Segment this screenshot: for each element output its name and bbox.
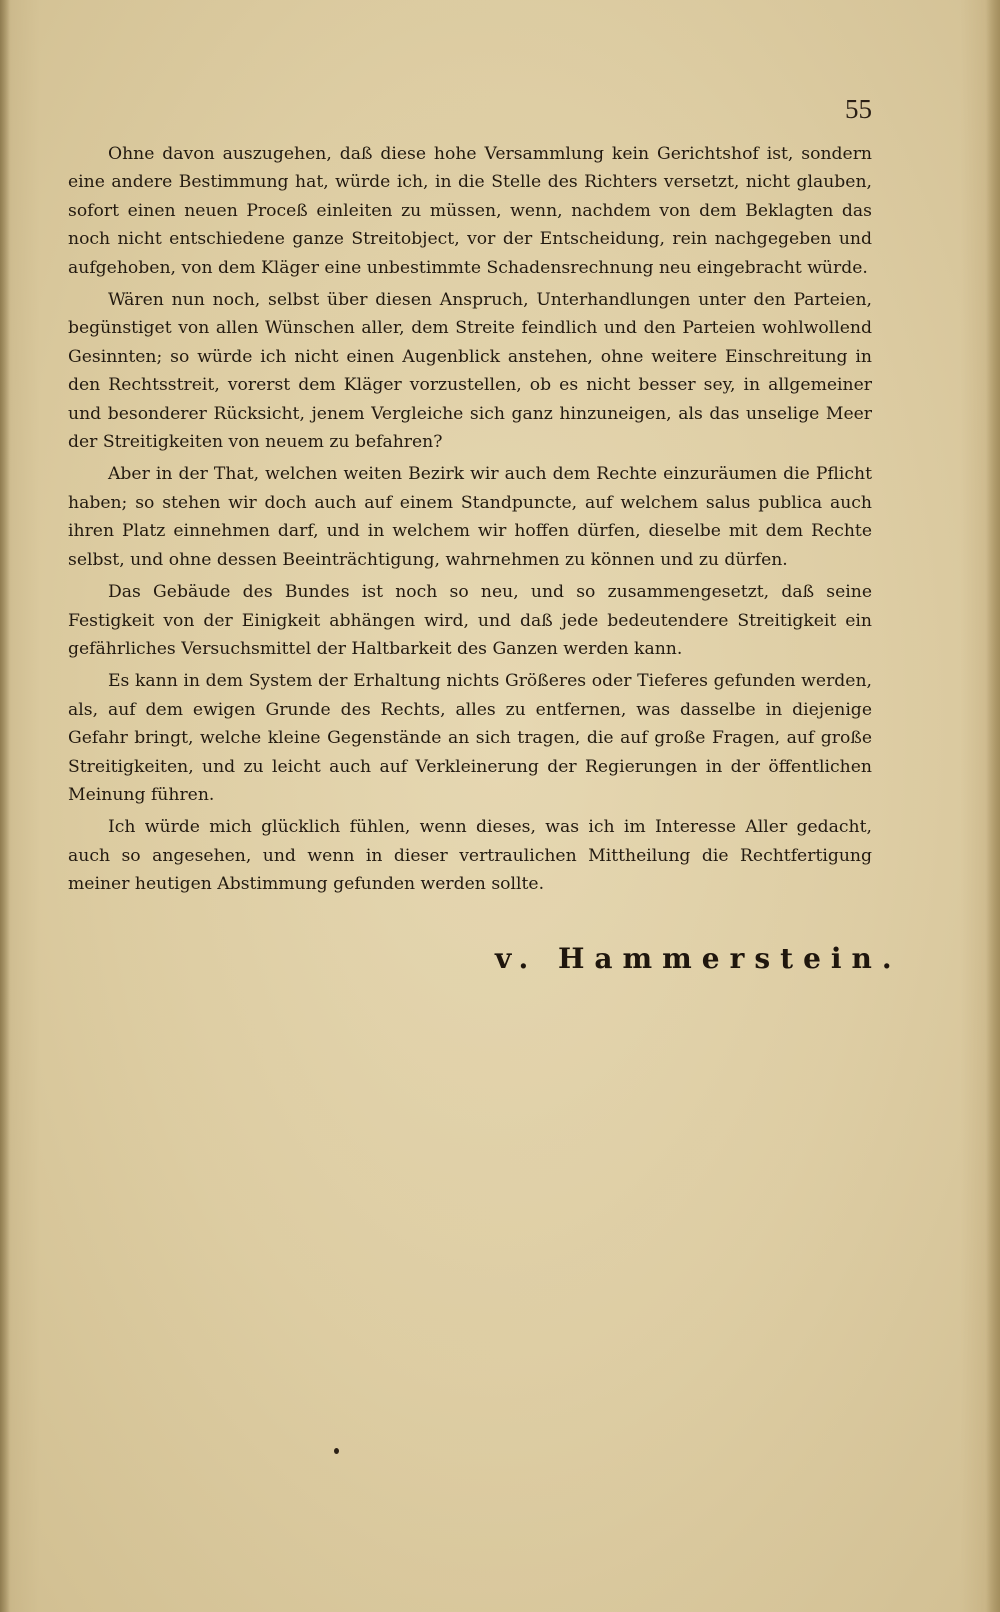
paragraph-1: Ohne davon auszugehen, daß diese hohe Versammlung kein Gerichtshof ist, sondern eine andere Bestimmung hat, würde ich, in die Stelle des Richters versetzt, nicht glauben, sofort einen neuen Proceß einleiten zu müssen, wenn, nachdem von dem Beklagten das noch nicht entschiedene ganze Streitobject, vor der Entscheidung, rein nachgegeben und aufgehoben, von dem Kläger eine unbestimmte Schadensrechnung neu eingebracht würde. — [68, 144, 872, 278]
paragraph-4: Das Gebäude des Bundes ist noch so neu, und so zusammengesetzt, daß seine Festigkeit von der Einigkeit abhängen wird, und daß jede bedeutendere Streitigkeit ein gefährliches Versuchsmittel der Haltbarkeit des Ganzen werden kann. — [68, 582, 872, 659]
paragraph-5: Es kann in dem System der Erhaltung nichts Größeres oder Tieferes gefunden werden, als, auf dem ewigen Grunde des Rechts, alles zu entfernen, was dasselbe in diejenige Gefahr bringt, welche kleine Gegenstände an sich tragen, die auf große Fragen, auf große Streitigkeiten, und zu leicht auch auf Verkleinerung der Regierungen in der öffentlichen Meinung führen. — [68, 671, 872, 805]
page-edge-shadow-right — [986, 0, 1000, 1612]
ink-speck — [334, 1448, 339, 1454]
page-number: 55 — [845, 94, 872, 124]
paragraph-3: Aber in der That, welchen weiten Bezirk wir auch dem Rechte einzuräumen die Pflicht haben; so stehen wir doch auch auf einem Standpuncte, auf welchem salus publica auch ihren Platz einnehmen darf, und in welchem wir hoffen dürfen, dieselbe mit dem Rechte selbst, und ohne dessen Beeinträchtigung, wahrnehmen zu können und zu dürfen. — [68, 464, 872, 570]
signature: v. Hammerstein. — [495, 942, 902, 975]
paragraph-6: Ich würde mich glücklich fühlen, wenn dieses, was ich im Interesse Aller gedacht, auch so angesehen, und wenn in dieser vertraulichen Mittheilung die Rechtfertigung meiner heutigen Abstimmung gefunden werden sollte. — [68, 817, 872, 895]
page-edge-shadow-left — [0, 0, 10, 1612]
paragraph-2: Wären nun noch, selbst über diesen Anspruch, Unterhandlungen unter den Parteien, begünstiget von allen Wünschen aller, dem Streite feindlich und den Parteien wohlwollend Gesinnten; so würde ich nicht einen Augenblick anstehen, ohne weitere Einschreitung in den Rechtsstreit, vorerst dem Kläger vorzustellen, ob es nicht besser sey, in allgemeiner und besonderer Rücksicht, jenem Vergleiche sich ganz hinzuneigen, als das unselige Meer der Streitigkeiten von neuem zu befahren? — [68, 290, 872, 453]
body-text — [68, 140, 872, 903]
